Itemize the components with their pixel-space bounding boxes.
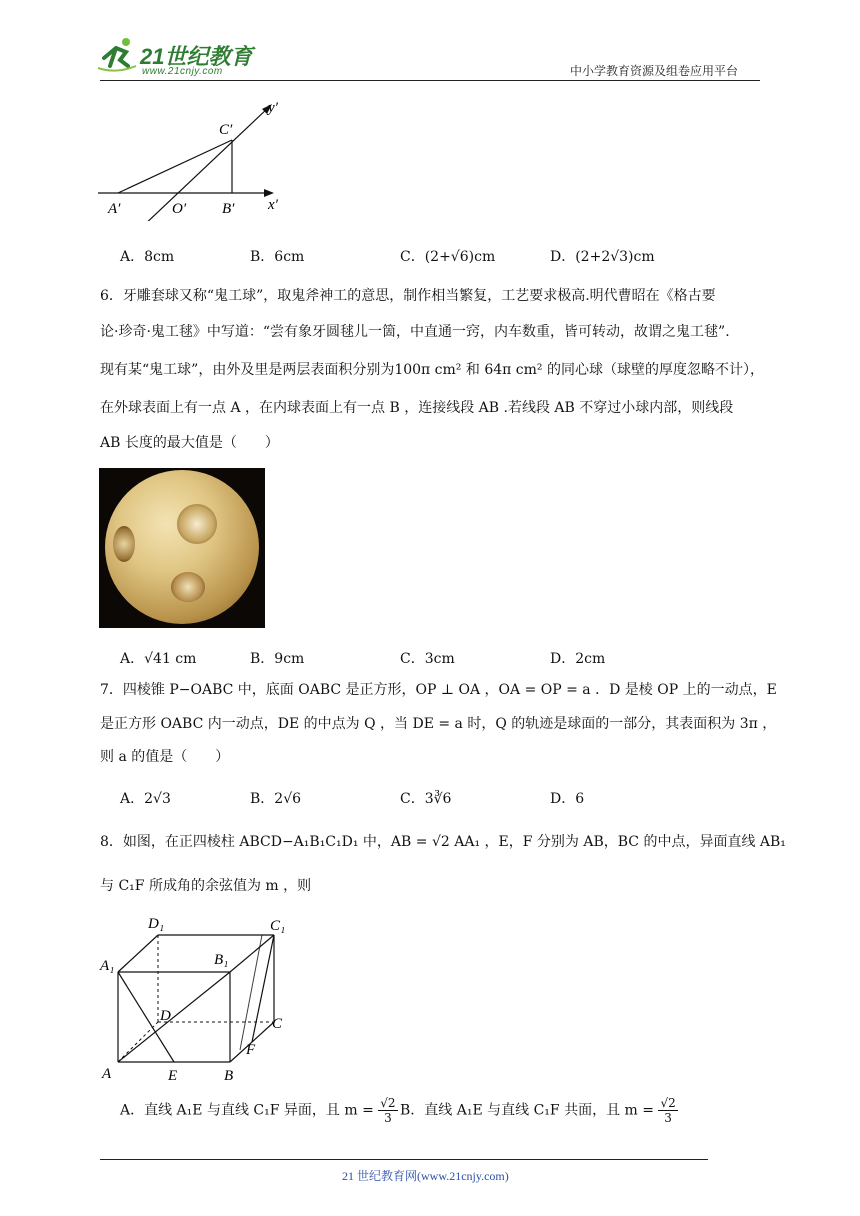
ivory-ball-photo [99, 468, 265, 628]
q7-option-c[interactable]: C．3∛6 [400, 791, 452, 807]
q8-line-1: 8．如图，在正四棱柱 ABCD−A₁B₁C₁D₁ 中，AB = √2 AA₁ ，E，F 分别为 AB，BC 的中点，异面直线 AB₁ [100, 834, 786, 850]
prism-figure [96, 910, 296, 1085]
q7-line-2: 是正方形 OABC 内一动点，DE 的中点为 Q ，当 DE = a 时，Q 的轨迹是球面的一部分，其表面积为 3π ， [100, 716, 777, 732]
q5-option-a[interactable]: A．8cm [120, 249, 175, 265]
footer-link[interactable]: 21 世纪教育网(www.21cnjy.com) [342, 1169, 509, 1183]
q7-option-d[interactable]: D．6 [550, 791, 585, 807]
fraction-numerator: √2 [660, 1096, 676, 1110]
q6-line-4: 在外球表面上有一点 A ，在内球表面上有一点 B ，连接线段 AB .若线段 AB 不穿过小球内部，则线段 [100, 400, 734, 416]
q8-option-b[interactable] [400, 1096, 678, 1125]
fraction-denominator: 3 [384, 1111, 392, 1125]
label-a: A [102, 1066, 112, 1082]
ball-hole-top [177, 504, 217, 544]
q8-option-b-text: B．直线 A₁E 与直线 C₁F 共面，且 m = [400, 1102, 654, 1119]
ball-hole-bottom [171, 572, 205, 602]
fraction-denominator: 3 [664, 1111, 672, 1125]
q5-option-c[interactable]: C．(2+√6)cm [400, 249, 496, 265]
oblique-axes-figure [96, 96, 296, 221]
q6-line-1: 6．牙雕套球又称“鬼工球”，取鬼斧神工的意思，制作相当繁复，工艺要求极高.明代曹昭在《格古要 [100, 288, 716, 304]
q6-option-c[interactable]: C．3cm [400, 651, 455, 667]
label-d: D [160, 1008, 171, 1024]
logo-url: www.21cnjy.com [142, 66, 223, 77]
q6-option-a[interactable]: A．√41 cm [120, 651, 197, 667]
q7-line-3: 则 a 的值是（ ） [100, 749, 230, 765]
q6-line-2: 论·珍奇·鬼工毬》中写道：“尝有象牙圆毬儿一箇，中直通一窍，内车数重，皆可转动，故谓之鬼工毬”. [100, 324, 730, 340]
label-x-prime: x′ [268, 197, 278, 213]
q8-option-a[interactable] [120, 1096, 398, 1125]
label-b-prime: B′ [222, 201, 235, 217]
q8-line-2: 与 C₁F 所成角的余弦值为 m ，则 [100, 878, 312, 894]
q6-option-b[interactable]: B．9cm [250, 651, 305, 667]
q5-option-d[interactable]: D．(2+2√3)cm [550, 249, 655, 265]
label-c-prime: C′ [219, 122, 233, 138]
q8-option-a-fraction [378, 1096, 397, 1125]
label-o-prime: O′ [172, 201, 187, 217]
q6-line-5: AB 长度的最大值是（ ） [100, 435, 279, 451]
header-divider [100, 80, 760, 81]
q5-option-b[interactable]: B．6cm [250, 249, 305, 265]
header-platform-text: 中小学教育资源及组卷应用平台 [570, 64, 739, 78]
label-y-prime: y′ [268, 100, 278, 116]
q6-line-3: 现有某“鬼工球”，由外及里是两层表面积分别为100π cm² 和 64π cm² 的同心球（球壁的厚度忽略不计）， [100, 362, 764, 378]
label-c: C [272, 1016, 283, 1032]
footer-divider [100, 1159, 708, 1160]
label-f: F [246, 1042, 256, 1058]
q7-option-a[interactable]: A．2√3 [120, 791, 171, 807]
q6-option-d[interactable]: D．2cm [550, 651, 606, 667]
label-a1: A₁ [100, 958, 115, 974]
label-e: E [168, 1068, 178, 1084]
runner-logo-icon [96, 36, 140, 76]
label-a-prime: A′ [108, 201, 121, 217]
logo-text: 21世纪教育 [140, 44, 253, 69]
q7-option-b[interactable]: B．2√6 [250, 791, 302, 807]
label-b1: B₁ [214, 952, 229, 968]
site-logo [96, 36, 256, 80]
q8-option-a-text: A．直线 A₁E 与直线 C₁F 异面，且 m = [120, 1102, 374, 1119]
fraction-numerator: √2 [380, 1096, 396, 1110]
q8-option-b-fraction [658, 1096, 677, 1125]
label-d1: D₁ [148, 916, 165, 932]
ball-hole-left [113, 526, 135, 562]
q7-line-1: 7．四棱锥 P−OABC 中，底面 OABC 是正方形，OP ⊥ OA ，OA = OP = a ．D 是棱 OP 上的一动点，E [100, 682, 777, 698]
label-b: B [224, 1068, 234, 1084]
label-c1: C₁ [270, 918, 286, 934]
